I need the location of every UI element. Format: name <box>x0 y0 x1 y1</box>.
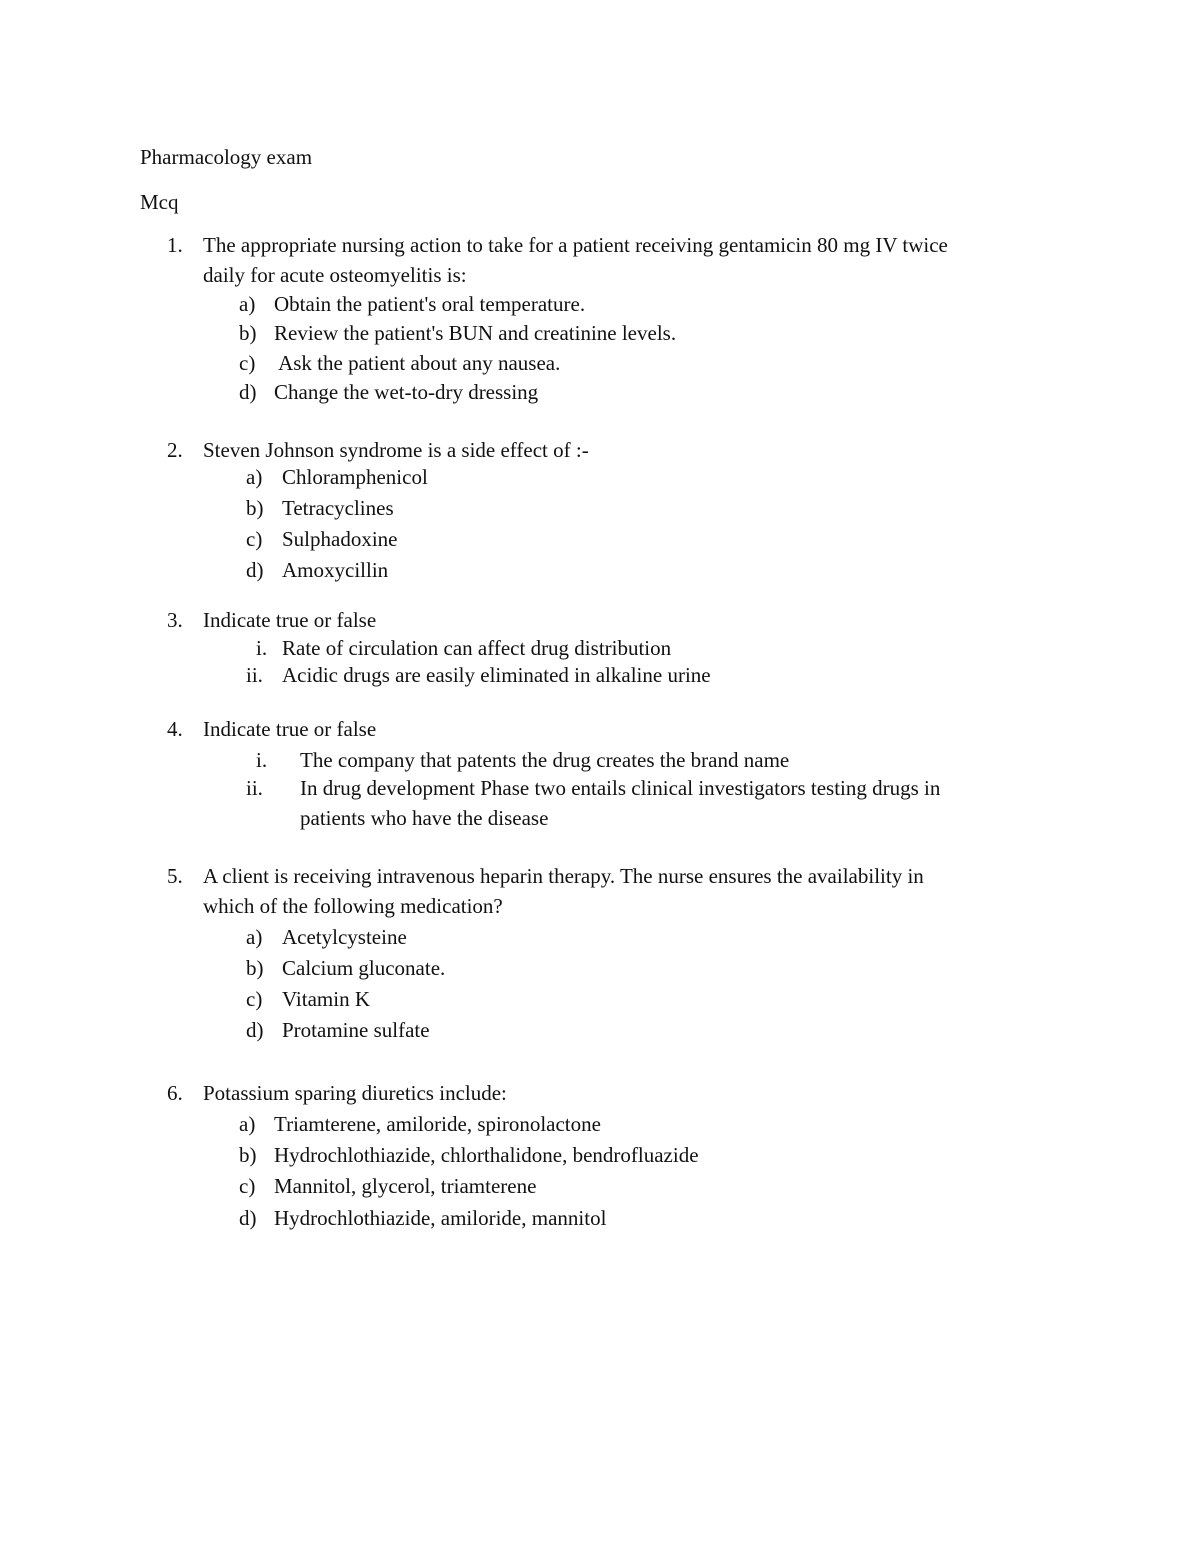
option-label: d) <box>239 1206 257 1230</box>
option-text: Tetracyclines <box>282 496 394 520</box>
option-text: Review the patient's BUN and creatinine levels. <box>274 321 677 345</box>
option-label: b) <box>246 496 264 520</box>
option-text: Acidic drugs are easily eliminated in alkaline urine <box>282 663 711 687</box>
option-text: Calcium gluconate. <box>282 956 446 980</box>
option-text: Acetylcysteine <box>282 925 407 949</box>
question-number: 2. <box>167 438 183 462</box>
option-text: Rate of circulation can affect drug distribution <box>282 636 672 660</box>
option-text: Change the wet-to-dry dressing <box>274 380 539 404</box>
question-text-line: daily for acute osteomyelitis is: <box>203 263 467 287</box>
option-label: ii. <box>246 663 263 687</box>
section-heading: Mcq <box>140 190 179 214</box>
question-number: 4. <box>167 717 183 741</box>
option-label: b) <box>246 956 264 980</box>
option-label: d) <box>239 380 257 404</box>
option-text: Hydrochlothiazide, amiloride, mannitol <box>274 1206 607 1230</box>
question-number: 6. <box>167 1081 183 1105</box>
question-text-line: Indicate true or false <box>203 717 377 741</box>
option-label: i. <box>256 636 268 660</box>
option-text-continuation: patients who have the disease <box>300 806 549 830</box>
option-text: The company that patents the drug creates the brand name <box>300 748 790 772</box>
question-number: 5. <box>167 864 183 888</box>
option-label: c) <box>239 1174 256 1198</box>
option-text: Vitamin K <box>282 987 370 1011</box>
option-label: d) <box>246 1018 264 1042</box>
question-number: 1. <box>167 233 183 257</box>
question-text-line: Indicate true or false <box>203 608 377 632</box>
option-label: ii. <box>246 776 263 800</box>
option-label: i. <box>256 748 268 772</box>
document-title: Pharmacology exam <box>140 145 313 169</box>
option-label: d) <box>246 558 264 582</box>
option-label: a) <box>239 1112 256 1136</box>
option-text: Chloramphenicol <box>282 465 428 489</box>
option-label: b) <box>239 321 257 345</box>
option-label: a) <box>239 292 256 316</box>
option-text: Protamine sulfate <box>282 1018 430 1042</box>
option-text: Amoxycillin <box>282 558 389 582</box>
question-text-line: which of the following medication? <box>203 894 503 918</box>
option-text: Triamterene, amiloride, spironolactone <box>274 1112 601 1136</box>
question-text-line: Potassium sparing diuretics include: <box>203 1081 507 1105</box>
option-label: a) <box>246 925 263 949</box>
option-text: Sulphadoxine <box>282 527 398 551</box>
option-label: c) <box>239 351 256 375</box>
option-text: Hydrochlothiazide, chlorthalidone, bendrofluazide <box>274 1143 699 1167</box>
option-label: a) <box>246 465 263 489</box>
option-label: b) <box>239 1143 257 1167</box>
option-text: Obtain the patient's oral temperature. <box>274 292 586 316</box>
option-text: Mannitol, glycerol, triamterene <box>274 1174 537 1198</box>
question-number: 3. <box>167 608 183 632</box>
option-label: c) <box>246 527 263 551</box>
question-text-line: A client is receiving intravenous heparin therapy. The nurse ensures the availability in <box>203 864 924 888</box>
option-text: In drug development Phase two entails clinical investigators testing drugs in <box>300 776 941 800</box>
option-label: c) <box>246 987 263 1011</box>
option-text: Ask the patient about any nausea. <box>274 351 561 375</box>
question-text-line: Steven Johnson syndrome is a side effect of :- <box>203 438 589 462</box>
question-text-line: The appropriate nursing action to take for a patient receiving gentamicin 80 mg IV twice <box>203 233 948 257</box>
